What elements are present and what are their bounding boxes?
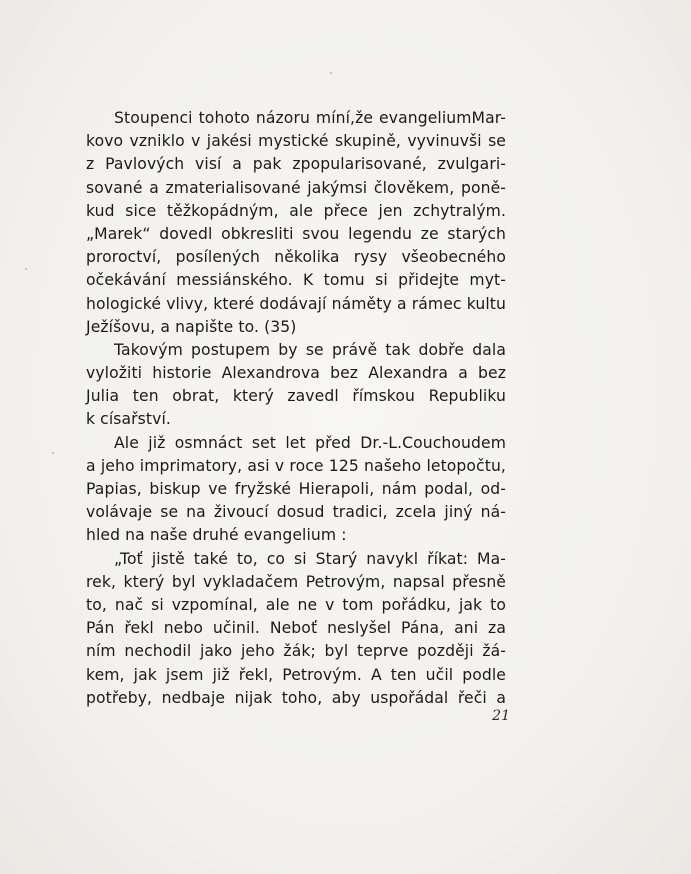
text-line: Pán řekl nebo učinil. Neboť neslyšel Pána, ani za <box>86 619 506 638</box>
text-line: a jeho imprimatory, asi v roce 125 našeho letopočtu, <box>86 456 506 475</box>
text-line: to, nač si vzpomínal, ale ne v tom pořádku, jak to <box>86 595 506 614</box>
text-line: „Marek“ dovedl obkresliti svou legendu ze starých <box>86 224 506 243</box>
text-line: rek, který byl vykladačem Petrovým, napsal přesně <box>86 572 506 591</box>
text-line: kud sice těžkopádným, ale přece jen zchytralým. <box>86 201 506 220</box>
text-line: z Pavlových visí a pak zpopularisované, zvulgari- <box>86 155 506 174</box>
text-line: „Toť jistě také to, co si Starý navykl říkat: Ma- <box>114 549 506 568</box>
text-line: proroctví, posílených několika rysy všeobecného <box>86 248 506 267</box>
paper-speck <box>25 268 27 270</box>
text-line: volávaje se na živoucí dosud tradici, zcela jiný ná- <box>86 503 506 522</box>
text-line: Stoupenci tohoto názoru míní,že evangeliumMar- <box>114 109 506 127</box>
paper-speck <box>330 72 332 74</box>
text-line: ním nechodil jako jeho žák; byl teprve později žá- <box>86 642 506 661</box>
text-line: k císařství. <box>86 410 171 429</box>
text-line: potřeby, nedbaje nijak toho, aby uspořádal řeči a <box>86 688 506 707</box>
text-line: Papias, biskup ve fryžské Hierapoli, nám podal, od- <box>86 480 506 498</box>
text-line: očekávání messiánského. K tomu si přidejte myt- <box>86 271 506 290</box>
text-line: Ježíšovu, a napište to. (35) <box>86 317 297 336</box>
text-line: vyložiti historie Alexandrova bez Alexandra a bez <box>86 364 506 383</box>
text-line: hled na naše druhé evangelium : <box>86 526 347 545</box>
text-line: Ale již osmnáct set let před Dr.-L.Couchoudem <box>114 433 506 452</box>
text-line: sované a zmaterialisované jakýmsi člověkem, poně- <box>86 178 506 197</box>
text-line: hologické vlivy, které dodávají náměty a rámec kultu <box>86 294 506 313</box>
text-line: kovo vzniklo v jakési mystické skupině, vyvinuvši se <box>86 132 506 151</box>
page-number: 21 <box>492 708 510 724</box>
paper-speck <box>52 452 54 454</box>
body-text <box>86 107 506 710</box>
text-line: Julia ten obrat, který zavedl římskou Republiku <box>86 387 506 406</box>
text-line: Takovým postupem by se právě tak dobře dala <box>114 340 506 359</box>
text-line: kem, jak jsem již řekl, Petrovým. A ten učil podle <box>86 665 506 684</box>
